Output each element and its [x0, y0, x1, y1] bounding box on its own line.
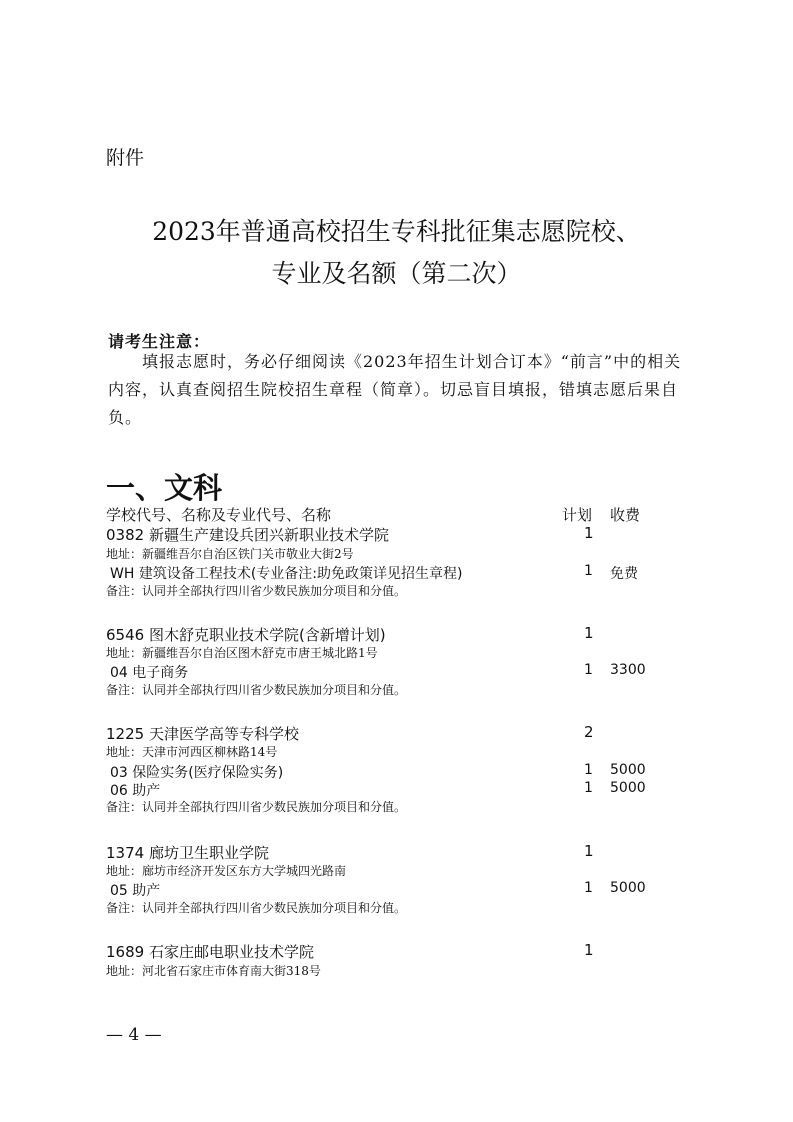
major-plan: 1: [584, 662, 593, 678]
major-fee: 3300: [610, 662, 646, 678]
school-address: 地址：天津市河西区柳林路14号: [106, 745, 278, 759]
major-plan: 1: [584, 563, 593, 579]
major-name: 03 保险实务(医疗保险实务): [110, 765, 284, 781]
major-fee: 免费: [610, 566, 638, 582]
major-fee: 5000: [610, 762, 646, 778]
attachment-label: 附件: [106, 147, 145, 169]
school-address: 地址：河北省石家庄市体育南大街318号: [106, 964, 321, 978]
header-plan: 计划: [562, 506, 593, 524]
school-address: 地址：新疆维吾尔自治区图木舒克市唐王城北路1号: [106, 646, 378, 660]
school-name: 1689 石家庄邮电职业技术学院: [106, 943, 314, 961]
major-plan: 1: [584, 880, 593, 896]
school-name: 6546 图木舒克职业技术学院(含新增计划): [106, 626, 386, 644]
major-name: 05 助产: [110, 883, 161, 899]
major-name: 06 助产: [110, 783, 161, 799]
school-name: 1225 天津医学高等专科学校: [106, 725, 299, 743]
school-name: 0382 新疆生产建设兵团兴新职业技术学院: [106, 526, 389, 544]
major-fee: 5000: [610, 780, 646, 796]
school-plan: 1: [584, 624, 594, 642]
school-address: 地址：新疆维吾尔自治区铁门关市敬业大街2号: [106, 547, 354, 561]
school-address: 地址：廊坊市经济开发区东方大学城四光路南: [106, 864, 347, 878]
header-name: 学校代号、名称及专业代号、名称: [106, 506, 332, 524]
major-name: WH 建筑设备工程技术(专业备注:助免政策详见招生章程): [110, 566, 463, 582]
major-fee: 5000: [610, 880, 646, 896]
school-note: 备注：认同并全部执行四川省少数民族加分项目和分值。: [106, 584, 407, 598]
major-name: 04 电子商务: [110, 665, 189, 681]
header-fee: 收费: [610, 506, 641, 524]
major-plan: 1: [584, 780, 593, 796]
school-plan: 1: [584, 524, 594, 542]
school-note: 备注：认同并全部执行四川省少数民族加分项目和分值。: [106, 800, 407, 814]
page-title-line-2: 专业及名额（第二次）: [271, 259, 522, 288]
school-note: 备注：认同并全部执行四川省少数民族加分项目和分值。: [106, 901, 407, 915]
school-plan: 1: [584, 941, 594, 959]
section-title: 一、文科: [106, 471, 223, 505]
school-plan: 1: [584, 842, 594, 860]
major-plan: 1: [584, 762, 593, 778]
school-name: 1374 廊坊卫生职业学院: [106, 844, 269, 862]
school-note: 备注：认同并全部执行四川省少数民族加分项目和分值。: [106, 683, 407, 697]
notice-body: 填报志愿时，务必仔细阅读《2023年招生计划合订本》“前言”中的相关内容，认真查阅招生院校招生章程（简章）。切忌盲目填报，错填志愿后果自负。: [108, 352, 682, 427]
page-number: — 4 —: [106, 1025, 162, 1045]
school-plan: 2: [584, 723, 594, 741]
notice-heading: 请考生注意：: [108, 332, 211, 351]
page-title-line-1: 2023年普通高校招生专科批征集志愿院校、: [152, 217, 641, 246]
